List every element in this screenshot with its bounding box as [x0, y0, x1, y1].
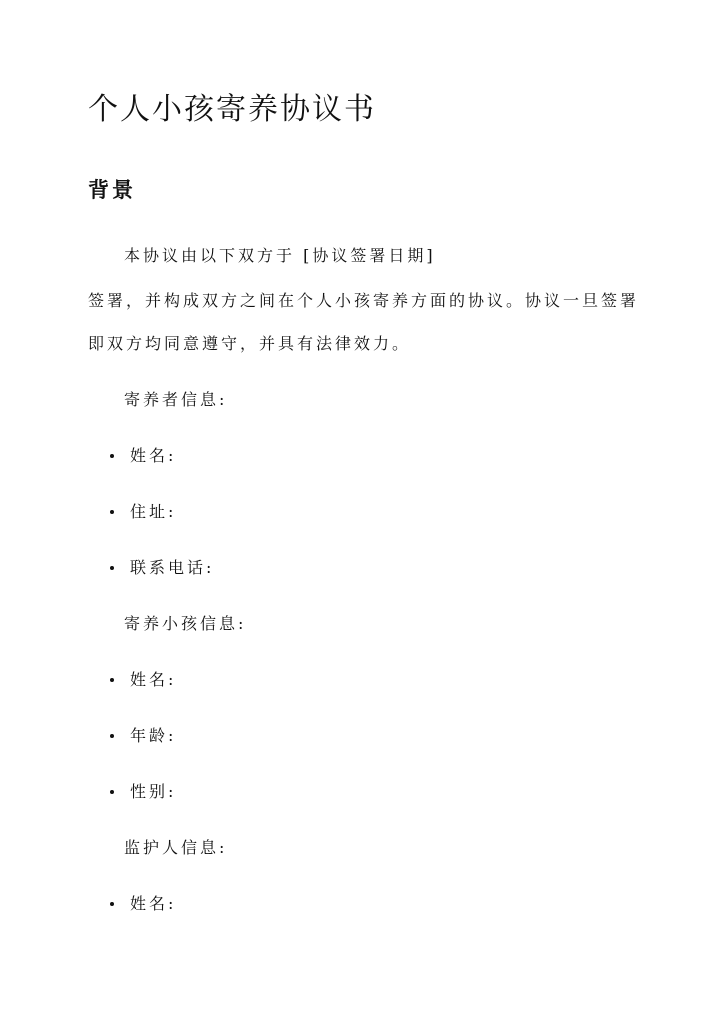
list-item [110, 443, 176, 466]
list-item [110, 779, 176, 802]
bullet-icon [110, 678, 114, 682]
bullet-icon [110, 790, 114, 794]
document-title: 个人小孩寄养协议书 [88, 92, 376, 127]
field-label: 性别: [130, 782, 177, 801]
field-label: 年龄: [130, 726, 177, 745]
guardian-info-label: 监护人信息: [124, 838, 228, 857]
bullet-icon [110, 902, 114, 906]
list-item [110, 499, 176, 522]
field-label: 联系电话: [130, 558, 215, 577]
field-label: 住址: [130, 502, 177, 521]
section-heading-background: 背景 [88, 177, 136, 202]
foster-child-info-label: 寄养小孩信息: [124, 614, 247, 633]
bullet-icon [110, 510, 114, 514]
foster-parent-info-label: 寄养者信息: [124, 390, 228, 409]
list-item [110, 667, 176, 690]
paragraph-line: 即双方均同意遵守，并具有法律效力。 [88, 334, 412, 353]
bullet-icon [110, 734, 114, 738]
field-label: 姓名: [130, 670, 177, 689]
field-label: 姓名: [130, 446, 177, 465]
bullet-icon [110, 566, 114, 570]
list-item [110, 555, 214, 578]
bullet-icon [110, 454, 114, 458]
field-label: 姓名: [130, 894, 177, 913]
paragraph-line: 签署，并构成双方之间在个人小孩寄养方面的协议。协议一旦签署 [88, 291, 640, 310]
list-item [110, 723, 176, 746]
paragraph-line: 本协议由以下双方于 [协议签署日期] [124, 246, 436, 265]
list-item [110, 891, 176, 914]
